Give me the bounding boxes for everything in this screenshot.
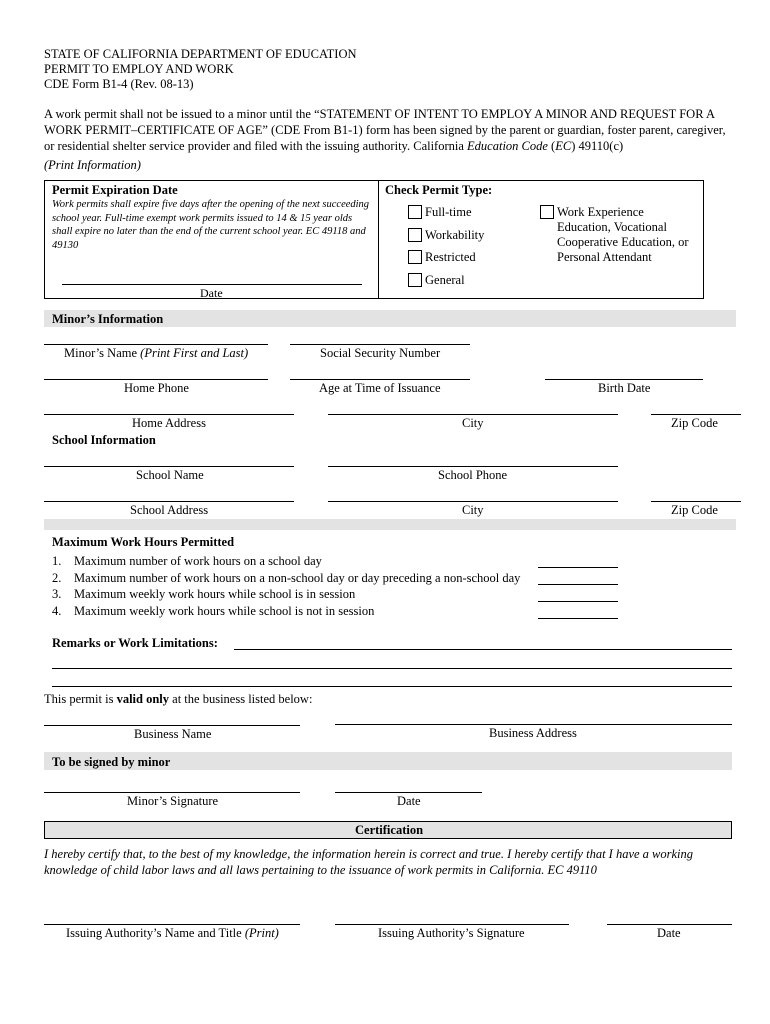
age-line[interactable] bbox=[290, 379, 470, 380]
school-name-line[interactable] bbox=[44, 466, 294, 467]
max-hours-weekly-in-session-line[interactable] bbox=[538, 601, 618, 602]
work-experience-label: Work Experience Education, Vocational Cooperative Education, or Personal Attendant bbox=[557, 205, 689, 264]
home-address-label: Home Address bbox=[132, 416, 206, 430]
permit-box-divider bbox=[378, 180, 379, 298]
expiration-date-label: Date bbox=[200, 286, 223, 300]
minor-sign-title: To be signed by minor bbox=[52, 755, 171, 769]
issuer-date-label: Date bbox=[657, 926, 681, 940]
business-name-label: Business Name bbox=[134, 727, 212, 741]
school-address-line[interactable] bbox=[44, 501, 294, 502]
home-city-line[interactable] bbox=[328, 414, 618, 415]
issuer-name-line[interactable] bbox=[44, 924, 300, 925]
birth-date-line[interactable] bbox=[545, 379, 703, 380]
minor-date-line[interactable] bbox=[335, 792, 482, 793]
school-name-label: School Name bbox=[136, 468, 204, 482]
header-form-number: CDE Form B1-4 (Rev. 08-13) bbox=[44, 77, 194, 91]
issuer-name-label: Issuing Authority’s Name and Title (Print) bbox=[66, 926, 279, 940]
issuer-date-line[interactable] bbox=[607, 924, 732, 925]
workability-label: Workability bbox=[425, 228, 485, 242]
remarks-line-3[interactable] bbox=[52, 686, 732, 687]
print-information-note: (Print Information) bbox=[44, 158, 141, 172]
minor-signature-line[interactable] bbox=[44, 792, 300, 793]
max-hours-non-school-day-line[interactable] bbox=[538, 584, 618, 585]
school-zip-line[interactable] bbox=[651, 501, 741, 502]
remarks-line-2[interactable] bbox=[52, 668, 732, 669]
full-time-checkbox[interactable] bbox=[408, 205, 422, 219]
max-hours-title: Maximum Work Hours Permitted bbox=[52, 535, 235, 549]
max-hours-item-num: 2. bbox=[52, 571, 62, 585]
minor-name-line[interactable] bbox=[44, 344, 268, 345]
permit-type-title: Check Permit Type: bbox=[385, 183, 493, 197]
ssn-line[interactable] bbox=[290, 344, 470, 345]
certification-title: Certification bbox=[355, 823, 424, 837]
max-hours-weekly-not-in-session-line[interactable] bbox=[538, 618, 618, 619]
business-address-label: Business Address bbox=[489, 726, 577, 740]
max-hours-item-text: Maximum number of work hours on a school day bbox=[74, 554, 322, 568]
general-checkbox[interactable] bbox=[408, 273, 422, 287]
issuer-signature-line[interactable] bbox=[335, 924, 569, 925]
work-experience-checkbox[interactable] bbox=[540, 205, 554, 219]
school-info-title: School Information bbox=[52, 433, 156, 447]
home-city-label: City bbox=[462, 416, 484, 430]
workability-checkbox[interactable] bbox=[408, 228, 422, 242]
max-hours-item-text: Maximum weekly work hours while school is in session bbox=[74, 587, 356, 601]
general-label: General bbox=[425, 273, 465, 287]
max-hours-item-num: 3. bbox=[52, 587, 62, 601]
certification-text: I hereby certify that, to the best of my knowledge, the information herein is correct and true. I hereby certify that I have a working knowledge of child labor laws and all laws pertaining to the issuance of work permits in California. EC 49110 bbox=[44, 847, 694, 877]
home-phone-label: Home Phone bbox=[124, 381, 189, 395]
school-phone-line[interactable] bbox=[328, 466, 618, 467]
max-hours-item-text: Maximum number of work hours on a non-school day or day preceding a non-school day bbox=[74, 571, 521, 585]
home-address-line[interactable] bbox=[44, 414, 294, 415]
expiration-date-line[interactable] bbox=[62, 284, 362, 285]
max-hours-band bbox=[44, 519, 736, 530]
school-address-label: School Address bbox=[130, 503, 209, 517]
valid-only-statement: This permit is valid only at the business listed below: bbox=[44, 692, 313, 706]
header-agency: STATE OF CALIFORNIA DEPARTMENT OF EDUCATION bbox=[44, 47, 357, 61]
permit-expiration-title: Permit Expiration Date bbox=[52, 183, 178, 197]
issuer-signature-label: Issuing Authority’s Signature bbox=[378, 926, 525, 940]
home-phone-line[interactable] bbox=[44, 379, 268, 380]
form-header bbox=[44, 47, 357, 92]
header-form-title: PERMIT TO EMPLOY AND WORK bbox=[44, 62, 234, 76]
business-address-line[interactable] bbox=[335, 724, 732, 725]
minor-signature-label: Minor’s Signature bbox=[127, 794, 219, 808]
school-zip-label: Zip Code bbox=[671, 503, 718, 517]
remarks-label: Remarks or Work Limitations: bbox=[52, 636, 218, 650]
school-phone-label: School Phone bbox=[438, 468, 508, 482]
full-time-label: Full-time bbox=[425, 205, 472, 219]
remarks-line-1[interactable] bbox=[234, 649, 732, 650]
birth-date-label: Birth Date bbox=[598, 381, 651, 395]
school-city-label: City bbox=[462, 503, 484, 517]
max-hours-item-num: 1. bbox=[52, 554, 62, 568]
restricted-checkbox[interactable] bbox=[408, 250, 422, 264]
age-label: Age at Time of Issuance bbox=[319, 381, 441, 395]
permit-expiration-note: Work permits shall expire five days after the opening of the next succeeding school year. Full-time exempt work permits issued to 14 & 15 year olds shall expire no later than the end of the current school year. EC 49118 and 49130 bbox=[52, 199, 370, 251]
home-zip-label: Zip Code bbox=[671, 416, 718, 430]
max-hours-item-text: Maximum weekly work hours while school is not in session bbox=[74, 604, 375, 618]
business-name-line[interactable] bbox=[44, 725, 300, 726]
minor-date-label: Date bbox=[397, 794, 421, 808]
ssn-label: Social Security Number bbox=[320, 346, 441, 360]
max-hours-school-day-line[interactable] bbox=[538, 567, 618, 568]
max-hours-item-num: 4. bbox=[52, 604, 62, 618]
home-zip-line[interactable] bbox=[651, 414, 741, 415]
intro-paragraph: A work permit shall not be issued to a minor until the “STATEMENT OF INTENT TO EMPLOY A MINOR AND REQUEST FOR A WORK PERMIT–CERTIFICATE OF AGE” (CDE From B1-1) form has been signed by the parent or guardian, foster parent, caregiver, or residential shelter service provider and filed with the issuing authority. California Education Code (EC) 49110(c) bbox=[44, 107, 726, 153]
minor-name-label: Minor’s Name (Print First and Last) bbox=[64, 346, 249, 360]
minor-info-title: Minor’s Information bbox=[52, 312, 164, 326]
school-city-line[interactable] bbox=[328, 501, 618, 502]
restricted-label: Restricted bbox=[425, 250, 476, 264]
